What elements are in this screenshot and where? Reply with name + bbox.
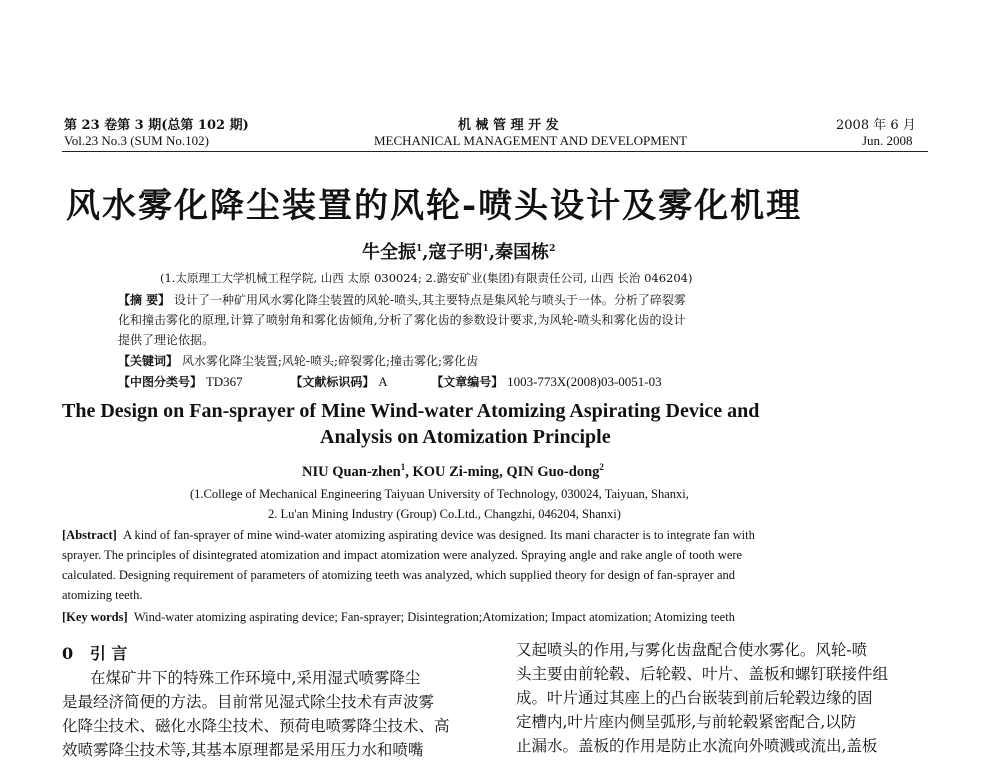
art-label: 【文章编号】: [431, 375, 504, 389]
doc-value: A: [378, 374, 388, 389]
clc-value: TD367: [205, 374, 243, 389]
body-left-line4: 效喷雾降尘技术等,其基本原理都是采用压力水和喷嘴: [62, 741, 424, 759]
affiliation-cn: (1.太原理工大学机械工程学院, 山西 太原 030024; 2.潞安矿业(集团)有限责任公司, 山西 长治 046204): [160, 271, 693, 285]
abstract-en-label: [Abstract]: [62, 528, 117, 542]
author-cn-2-sup: 1: [482, 244, 489, 254]
header-center-cn: 机 械 管 理 开 发: [458, 118, 559, 133]
authors-cn: 牛全振$^1$,寇子明$^1$,秦国栋$^2$: [362, 242, 556, 263]
section-number: 0: [62, 644, 74, 663]
abstract-en-text1: A kind of fan-sprayer of mine wind-water atomizing aspirating device was designed. Its mani character is to integrate fan with: [123, 528, 755, 542]
doc-label: 【文献标识码】: [290, 375, 375, 389]
authors-en: NIU Quan-zhen$^1$, KOU Zi-ming, QIN Guo-dong$^2$: [302, 462, 604, 480]
header-right-en: Jun. 2008: [862, 133, 913, 148]
body-left-line3: 化降尘技术、磁化水降尘技术、预荷电喷雾降尘技术、高: [62, 717, 450, 735]
abstract-cn-text1: 设计了一种矿用风水雾化降尘装置的风轮-喷头,其主要特点是集风轮与喷头于一体。分析了碎裂雾: [174, 293, 686, 307]
title-en-line2: Analysis on Atomization Principle: [320, 426, 611, 448]
author-en-3-sup: 2: [599, 462, 604, 472]
author-en-1-sup: 1: [400, 462, 406, 472]
keywords-cn-text: 风水雾化降尘装置;风轮-喷头;碎裂雾化;撞击雾化;雾化齿: [181, 354, 479, 368]
abstract-cn-line1: [118, 291, 686, 308]
body-right-line5: 止漏水。盖板的作用是防止水流向外喷溅或流出,盖板: [516, 737, 878, 755]
keywords-en-text: Wind-water atomizing aspirating device; Fan-sprayer; Disintegration;Atomization; Impact atomization; Atomizing teeth: [133, 610, 735, 624]
author-cn-1-sup: 1: [416, 244, 423, 254]
abstract-cn-line3: 提供了理论依据。: [118, 333, 215, 347]
abstract-en-line2: sprayer. The principles of disintegrated atomization and impact atomization were analyzed. Spraying angle and rake angle of tooth were: [62, 548, 743, 562]
keywords-en: [62, 610, 735, 625]
author-cn-3: 秦国栋: [495, 242, 550, 263]
body-left-line2: 是最经济简便的方法。目前常见湿式除尘技术有声波雾: [62, 693, 435, 711]
header-left-en: Vol.23 No.3 (SUM No.102): [64, 133, 209, 148]
classification-row: [118, 373, 662, 390]
author-cn-2: 寇子明: [428, 242, 483, 263]
affiliation-en-line2: 2. Lu'an Mining Industry (Group) Co.Ltd., Changzhi, 046204, Shanxi): [268, 507, 621, 521]
body-right-line3: 成。叶片通过其座上的凸台嵌装到前后轮毂边缘的固: [516, 689, 873, 707]
keywords-cn-label: 【关键词】: [118, 354, 179, 368]
author-en-1: NIU Quan-zhen: [302, 463, 401, 480]
abstract-en-line1: [62, 528, 755, 543]
abstract-cn-line2: 化和撞击雾化的原理,计算了喷射角和雾化齿倾角,分析了雾化齿的参数设计要求,为风轮-喷头和雾化齿的设计: [118, 313, 686, 327]
body-right-line2: 头主要由前轮毂、后轮毂、叶片、盖板和螺钉联接件组: [516, 665, 889, 683]
author-en-3: QIN Guo-dong: [506, 463, 600, 480]
affiliation-en-line1: (1.College of Mechanical Engineering Taiyuan University of Technology, 030024, Taiyuan, Shanxi,: [190, 487, 689, 501]
art-value: 1003-773X(2008)03-0051-03: [507, 374, 662, 389]
keywords-cn: [118, 352, 478, 369]
title-en-line1: The Design on Fan-sprayer of Mine Wind-water Atomizing Aspirating Device and: [62, 400, 760, 422]
author-cn-1: 牛全振: [362, 242, 416, 263]
section-title: 引 言: [89, 644, 128, 663]
body-left-line1: 在煤矿井下的特殊工作环境中,采用湿式喷雾降尘: [90, 669, 421, 687]
author-en-2: KOU Zi-ming: [412, 463, 500, 480]
header-center-en: MECHANICAL MANAGEMENT AND DEVELOPMENT: [374, 133, 688, 148]
author-cn-3-sup: 2: [549, 244, 556, 254]
header-left-cn: 第 23 卷第 3 期(总第 102 期): [64, 118, 249, 133]
header-right-cn: 2008 年 6 月: [836, 118, 916, 133]
abstract-cn-label: 【摘 要】: [118, 293, 171, 307]
header-rule: [62, 151, 928, 152]
keywords-en-label: [Key words]: [62, 610, 128, 624]
title-cn: 风水雾化降尘装置的风轮-喷头设计及雾化机理: [66, 186, 803, 226]
abstract-en-line3: calculated. Designing requirement of parameters of atomizing teeth was analyzed, which supplied theory for design of fan-sprayer and: [62, 568, 736, 582]
body-right-line4: 定槽内,叶片座内侧呈弧形,与前轮毂紧密配合,以防: [516, 713, 857, 731]
clc-label: 【中图分类号】: [118, 375, 203, 389]
section-heading: [62, 641, 127, 664]
body-right-line1: 又起喷头的作用,与雾化齿盘配合使水雾化。风轮-喷: [516, 641, 868, 659]
abstract-en-line4: atomizing teeth.: [62, 588, 143, 602]
